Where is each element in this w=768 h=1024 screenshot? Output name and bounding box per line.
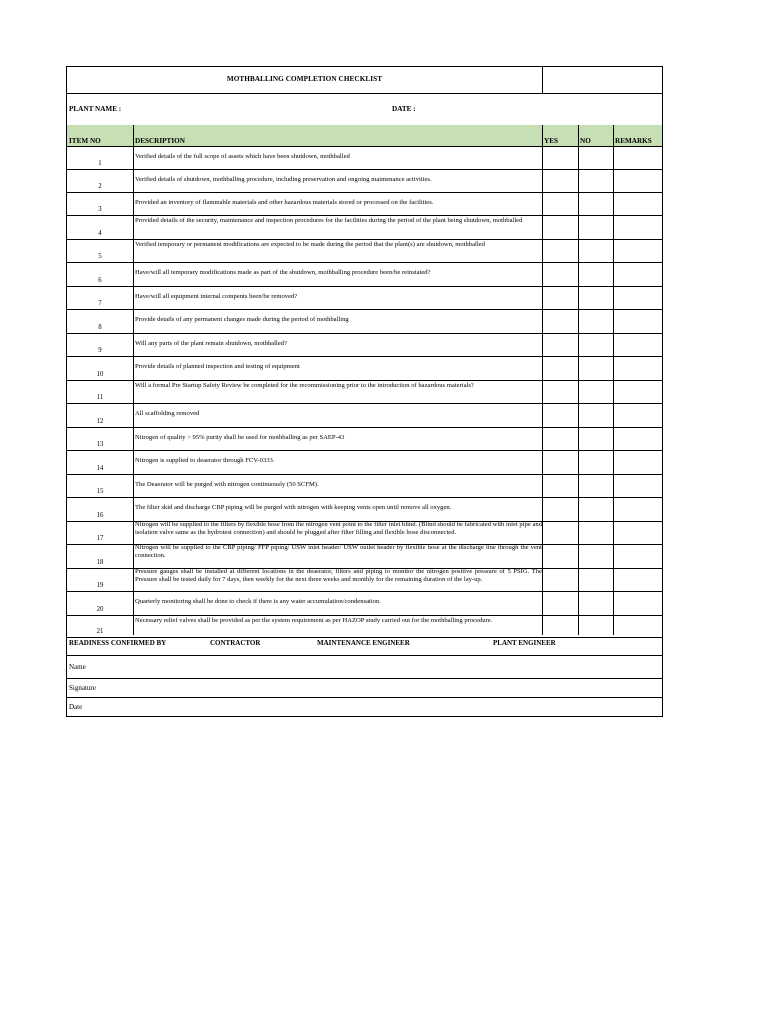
no-cell[interactable] (579, 498, 613, 521)
grid-line (613, 125, 614, 635)
plant-name-label: PLANT NAME : (69, 105, 122, 113)
remarks-cell[interactable] (614, 592, 662, 615)
table-row (67, 475, 662, 498)
yes-cell[interactable] (543, 240, 578, 262)
date-label: DATE : (392, 105, 416, 113)
grid-line (542, 125, 543, 635)
no-cell[interactable] (579, 287, 613, 309)
yes-cell[interactable] (543, 545, 578, 568)
plant-engineer-label: PLANT ENGINEER (493, 639, 556, 647)
item-number: 11 (96, 394, 104, 401)
item-number: 17 (96, 535, 104, 542)
item-description: Verified details of shutdown, mothballing procedure, including preservation and ongoing maintenance activities. (135, 176, 432, 183)
yes-cell[interactable] (543, 334, 578, 356)
no-cell[interactable] (579, 522, 613, 544)
item-description: Have/will all equipment internal compents been/be removed? (135, 293, 298, 300)
item-description: Nitrogen of quality > 95% purity shall be used for mothballing as per SAEP-43 (135, 434, 345, 441)
table-row (67, 147, 662, 170)
no-cell[interactable] (579, 310, 613, 333)
table-row (67, 522, 662, 545)
item-description: The filter skid and discharge CBP piping will be purged with nitrogen with keeping vents open until remove all oxygen. (135, 504, 452, 511)
table-row (67, 193, 662, 216)
item-number: 21 (96, 628, 104, 635)
title-divider (542, 67, 543, 94)
readiness-label: READINESS CONFIRMED BY (69, 639, 167, 647)
col-no: NO (580, 137, 591, 145)
date-row-label: Date (69, 703, 83, 711)
remarks-cell[interactable] (614, 170, 662, 192)
yes-cell[interactable] (543, 451, 578, 474)
table-row (67, 334, 662, 357)
table-row (67, 545, 662, 569)
table-row (67, 263, 662, 287)
no-cell[interactable] (579, 404, 613, 427)
item-description: Quarterly monitoring shall be done to check if there is any water accumulation/condensation. (135, 598, 381, 605)
plant-row (67, 94, 662, 125)
item-description: Provided an inventory of flammable materials and other hazardous materials stored or processed on the facilities. (135, 199, 434, 206)
item-number: 2 (98, 183, 102, 190)
grid-line (133, 125, 134, 635)
item-number: 10 (96, 371, 104, 378)
yes-cell[interactable] (543, 287, 578, 309)
item-description: The Deaerator will be purged with nitrogen continuously (50 SCFM). (135, 481, 319, 488)
table-row (67, 170, 662, 193)
yes-cell[interactable] (543, 428, 578, 450)
remarks-cell[interactable] (614, 240, 662, 262)
item-description: Provide details of any permanent changes made during the period of mothballing (135, 316, 349, 323)
col-remarks: REMARKS (615, 137, 652, 145)
no-cell[interactable] (579, 475, 613, 497)
item-description: Nitrogen will be supplied to the filters by flexible hose from the nitrogen vent point to the filter inlet blind. (Blind should be fabricated with inlet pipe and isolation valve same as the hydrotest connection) and should be plugged after filter filling and flexible hose disconnected. (135, 521, 542, 537)
item-description: Nitrogen will be supplied to the CBP piping/ FFP piping/ USW inlet header/ USW outlet header by flexible hose at the discharge line through the vent connection. (135, 544, 542, 560)
no-cell[interactable] (579, 240, 613, 262)
table-row (67, 451, 662, 475)
remarks-cell[interactable] (614, 310, 662, 333)
yes-cell[interactable] (543, 381, 578, 403)
signoff-date-row[interactable] (67, 698, 662, 718)
table-row (67, 357, 662, 381)
item-number: 18 (96, 559, 104, 566)
item-description: Verified details of the full scope of assets which have been shutdown, mothballed (135, 153, 350, 160)
no-cell[interactable] (579, 357, 613, 380)
remarks-cell[interactable] (614, 404, 662, 427)
maintenance-engineer-label: MAINTENANCE ENGINEER (317, 639, 410, 647)
table-row (67, 287, 662, 310)
table-row (67, 216, 662, 240)
remarks-cell[interactable] (614, 569, 662, 591)
table-row (67, 381, 662, 404)
item-number: 13 (96, 441, 104, 448)
no-cell[interactable] (579, 216, 613, 239)
remarks-cell[interactable] (614, 522, 662, 544)
yes-cell[interactable] (543, 147, 578, 169)
item-number: 20 (96, 606, 104, 613)
remarks-cell[interactable] (614, 451, 662, 474)
page-title: MOTHBALLING COMPLETION CHECKLIST (226, 75, 383, 83)
yes-cell[interactable] (543, 616, 578, 637)
grid-line (578, 125, 579, 635)
yes-cell[interactable] (543, 522, 578, 544)
remarks-cell[interactable] (614, 545, 662, 568)
yes-cell[interactable] (543, 170, 578, 192)
no-cell[interactable] (579, 193, 613, 215)
signoff-name-row[interactable] (67, 656, 662, 679)
item-description: Provided details of the security, maintenance and inspection procedures for the facilities during the period of the plant being shutdown, mothballed (135, 217, 523, 224)
remarks-cell[interactable] (614, 357, 662, 380)
remarks-cell[interactable] (614, 334, 662, 356)
yes-cell[interactable] (543, 475, 578, 497)
no-cell[interactable] (579, 263, 613, 286)
yes-cell[interactable] (543, 216, 578, 239)
item-number: 9 (98, 347, 102, 354)
item-number: 3 (98, 206, 102, 213)
yes-cell[interactable] (543, 357, 578, 380)
item-description: Pressure gauges shall be installed at different locations in the deaerator, filters and piping to monitor the nitrogen positive pressure of 5 PSIG. The Pressure shall be tested daily for 7 days, then weekly for the next three weeks and monthly for the remaining duration of the lay-up. (135, 568, 542, 584)
no-cell[interactable] (579, 381, 613, 403)
remarks-cell[interactable] (614, 498, 662, 521)
col-yes: YES (544, 137, 558, 145)
item-description: Provide details of planned inspection and testing of equipment (135, 363, 300, 370)
item-description: Nitrogen is supplied to deaerator through FCV-0333. (135, 457, 275, 464)
footer-header-row (67, 635, 662, 656)
remarks-cell[interactable] (614, 147, 662, 169)
remarks-cell[interactable] (614, 428, 662, 450)
item-description: Will any parts of the plant remain shutdown, mothballed? (135, 340, 287, 347)
item-description: Have/will all temporary modifications made as part of the shutdown, mothballing procedure been/be reinstated? (135, 269, 431, 276)
table-row (67, 569, 662, 592)
no-cell[interactable] (579, 428, 613, 450)
item-description: All scaffolding removed (135, 410, 200, 417)
yes-cell[interactable] (543, 404, 578, 427)
remarks-cell[interactable] (614, 616, 662, 637)
title-row (67, 67, 662, 94)
col-item-no: ITEM NO (69, 137, 101, 145)
table-row (67, 404, 662, 428)
no-cell[interactable] (579, 569, 613, 591)
contractor-label: CONTRACTOR (210, 639, 261, 647)
remarks-cell[interactable] (614, 475, 662, 497)
remarks-cell[interactable] (614, 287, 662, 309)
item-number: 19 (96, 582, 104, 589)
col-description: DESCRIPTION (135, 137, 185, 145)
item-number: 12 (96, 418, 104, 425)
yes-cell[interactable] (543, 592, 578, 615)
table-row (67, 240, 662, 263)
remarks-cell[interactable] (614, 193, 662, 215)
name-label: Name (69, 663, 86, 671)
signature-label: Signature (69, 684, 96, 692)
table-row (67, 592, 662, 616)
item-number: 1 (98, 160, 102, 167)
item-description: Will a formal Pre Startup Safety Review be completed for the recommissioning prior to the introduction of hazardous materials? (135, 382, 474, 389)
yes-cell[interactable] (543, 569, 578, 591)
item-description: Verified temporary or permanent modifications are expected to be made during the period that the plant(s) are shutdown, mothballed (135, 241, 485, 248)
remarks-cell[interactable] (614, 216, 662, 239)
yes-cell[interactable] (543, 498, 578, 521)
no-cell[interactable] (579, 592, 613, 615)
signoff-signature-row[interactable] (67, 679, 662, 698)
remarks-cell[interactable] (614, 263, 662, 286)
remarks-cell[interactable] (614, 381, 662, 403)
no-cell[interactable] (579, 451, 613, 474)
item-description: Necessary relief valves shall be provided as per the system requirement as per HAZOP study carried out for the mothballing procedure. (135, 617, 493, 624)
item-number: 6 (98, 277, 102, 284)
item-number: 14 (96, 465, 104, 472)
yes-cell[interactable] (543, 193, 578, 215)
item-number: 15 (96, 488, 104, 495)
table-row (67, 310, 662, 334)
no-cell[interactable] (579, 147, 613, 169)
table-row (67, 498, 662, 522)
yes-cell[interactable] (543, 263, 578, 286)
column-header-row (67, 125, 662, 147)
no-cell[interactable] (579, 616, 613, 637)
item-number: 16 (96, 512, 104, 519)
item-number: 4 (98, 230, 102, 237)
yes-cell[interactable] (543, 310, 578, 333)
item-number: 8 (98, 324, 102, 331)
no-cell[interactable] (579, 170, 613, 192)
table-row (67, 428, 662, 451)
checklist-sheet (66, 66, 663, 717)
no-cell[interactable] (579, 545, 613, 568)
item-number: 7 (98, 300, 102, 307)
no-cell[interactable] (579, 334, 613, 356)
item-number: 5 (98, 253, 102, 260)
